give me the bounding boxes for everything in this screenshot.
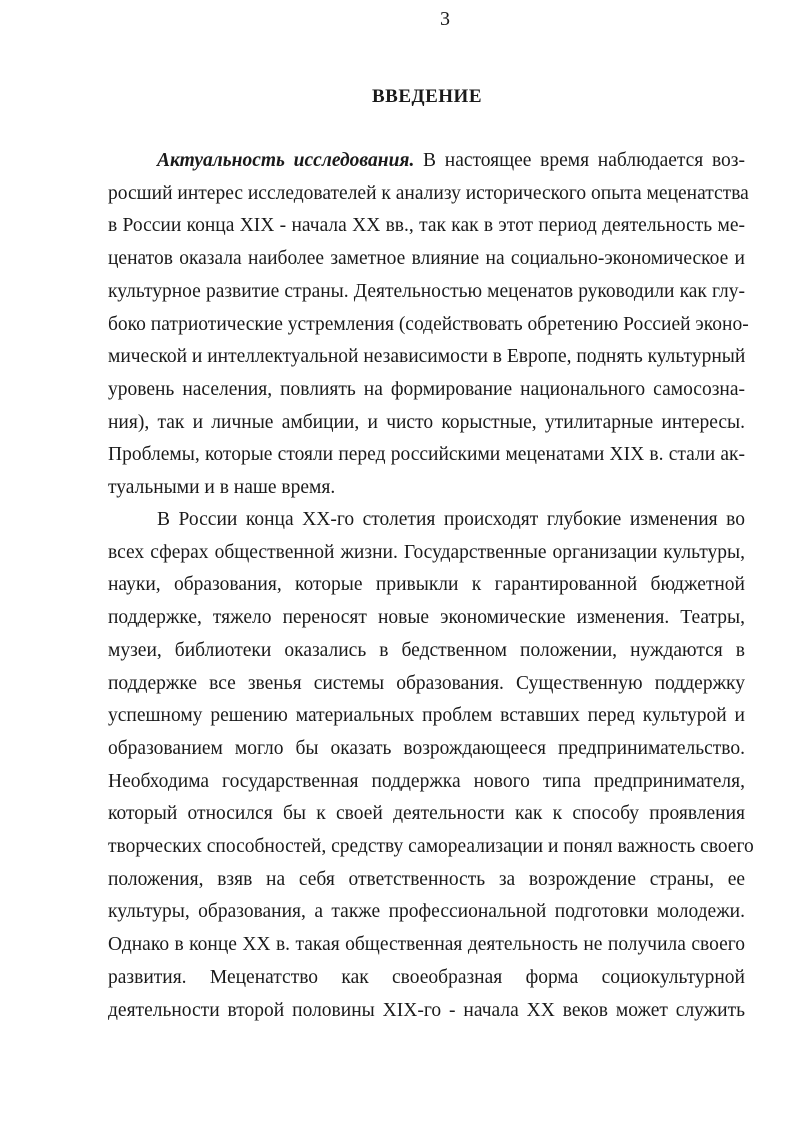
text-span: В настоящее время наблюдается воз-	[414, 150, 745, 171]
text-line: творческих способностей, средству самореализации и понял важность своего	[108, 836, 754, 857]
text-line: науки, образования, которые привыкли к гарантированной бюджетной	[108, 574, 745, 596]
text-line: который относился бы к своей деятельности как к способу проявления	[108, 803, 745, 825]
text-line: образованием могло бы оказать возрождающееся предпринимательство.	[108, 737, 745, 759]
text-line: в России конца XIX - начала XX вв., так как в этот период деятельность ме-	[108, 215, 745, 237]
text-line: ценатов оказала наиболее заметное влияние на социально-экономическое и	[108, 248, 745, 270]
text-line: всех сферах общественной жизни. Государственные организации культуры,	[108, 541, 745, 563]
text-line: поддержке все звенья системы образования. Существенную поддержку	[108, 672, 745, 694]
text-line: положения, взяв на себя ответственность за возрождение страны, ее	[108, 868, 745, 890]
text-line: мической и интеллектуальной независимости в Европе, поднять культурный	[108, 346, 746, 368]
text-line: уровень населения, повлиять на формирование национального самосозна-	[108, 378, 745, 400]
text-line: поддержке, тяжело переносят новые экономические изменения. Театры,	[108, 607, 745, 629]
text-line: развития. Меценатство как своеобразная форма социокультурной	[108, 966, 745, 988]
section-heading: ВВЕДЕНИЕ	[372, 86, 482, 107]
text-line: боко патриотические устремления (содействовать обретению Россией эконо-	[108, 313, 749, 335]
text-line: успешному решению материальных проблем вставших перед культурой и	[108, 705, 745, 727]
text-line: ния), так и личные амбиции, и чисто корыстные, утилитарные интересы.	[108, 411, 745, 433]
text-line: Необходима государственная поддержка нового типа предпринимателя,	[108, 770, 745, 792]
text-line: Однако в конце XX в. такая общественная деятельность не получила своего	[108, 934, 745, 956]
text-line: В России конца XX-го столетия происходят глубокие изменения во	[157, 509, 745, 530]
text-line: культурное развитие страны. Деятельностью меценатов руководили как глу-	[108, 280, 745, 302]
text-line: росший интерес исследователей к анализу исторического опыта меценатства	[108, 182, 749, 204]
text-line: музеи, библиотеки оказались в бедственном положении, нуждаются в	[108, 639, 745, 661]
text-line: деятельности второй половины XIX-го - начала XX веков может служить	[108, 999, 745, 1021]
text-line: культуры, образования, а также профессиональной подготовки молодежи.	[108, 901, 745, 923]
text-line: Проблемы, которые стояли перед российскими меценатами XIX в. стали ак-	[108, 444, 745, 466]
page-number: 3	[440, 8, 450, 30]
text-line	[157, 149, 745, 173]
text-line: туальными и в наше время.	[108, 477, 336, 498]
lead-phrase: Актуальность исследования.	[157, 150, 415, 171]
